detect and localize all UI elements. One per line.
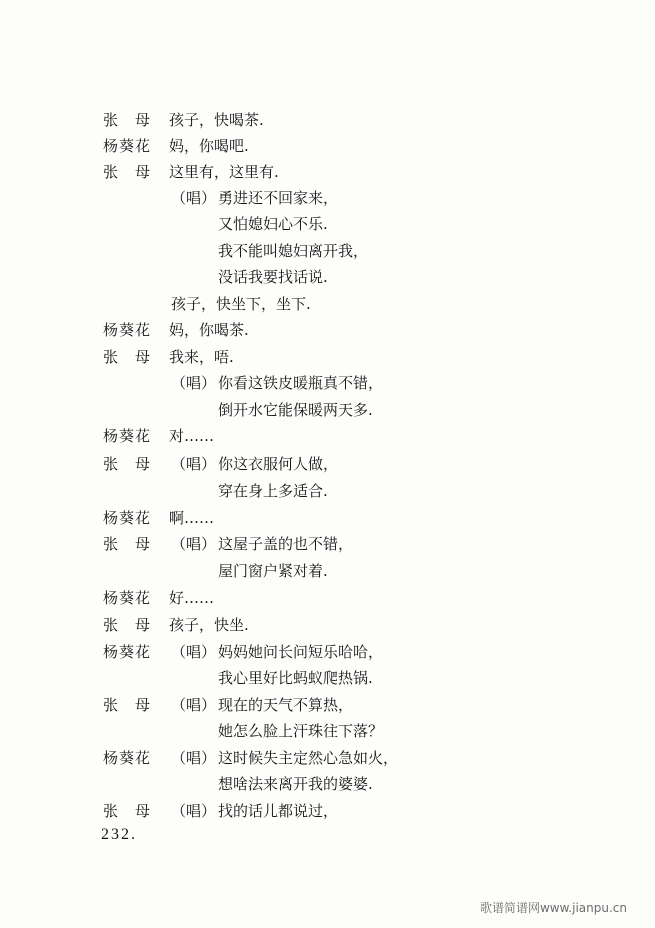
singing-tag: （唱）: [171, 189, 217, 207]
singing-tag: （唱）: [171, 749, 217, 767]
speaker-name: 张 母: [103, 111, 152, 129]
speaker-name: 张 母: [103, 616, 152, 634]
dialogue-text: 好……: [169, 589, 215, 607]
dialogue-text: 孩子，快坐.: [169, 616, 249, 634]
watermark: 歌谱简谱网www.jianpu.cn: [479, 901, 627, 915]
speaker-name: 杨葵花: [103, 137, 152, 155]
dialogue-line: [0, 772, 655, 796]
dialogue-text: 勇进还不回家来，: [218, 189, 339, 207]
dialogue-text: 倒开水它能保暖两天多.: [218, 401, 373, 419]
dialogue-line: [0, 239, 655, 263]
dialogue-text: 啊……: [169, 509, 215, 527]
dialogue-line: [0, 506, 655, 530]
dialogue-text: 我不能叫媳妇离开我，: [218, 242, 369, 260]
dialogue-text: 找的话儿都说过，: [218, 802, 339, 820]
dialogue-text: 屋门窗户紧对着.: [218, 562, 328, 580]
dialogue-text: 我心里好比蚂蚁爬热锅.: [218, 669, 373, 687]
dialogue-line: [0, 371, 655, 395]
dialogue-line: [0, 640, 655, 664]
speaker-name: 杨葵花: [103, 321, 152, 339]
speaker-name: 杨葵花: [103, 589, 152, 607]
singing-tag: （唱）: [171, 455, 217, 473]
dialogue-text: 现在的天气不算热，: [218, 696, 354, 714]
dialogue-line: [0, 719, 655, 743]
dialogue-line: [0, 212, 655, 236]
dialogue-text: 这时候失主定然心急如火，: [218, 749, 399, 767]
dialogue-line: [0, 586, 655, 610]
dialogue-line: [0, 424, 655, 448]
dialogue-text: 这里有，这里有.: [169, 163, 279, 181]
dialogue-line: [0, 532, 655, 556]
dialogue-line: [0, 693, 655, 717]
dialogue-text: 孩子，快喝茶.: [169, 111, 264, 129]
dialogue-text: 你看这铁皮暖瓶真不错，: [218, 374, 384, 392]
speaker-name: 杨葵花: [103, 509, 152, 527]
dialogue-text: 孩子，快坐下，坐下.: [171, 295, 311, 313]
speaker-name: 张 母: [103, 455, 152, 473]
dialogue-text: 你这衣服何人做，: [218, 455, 339, 473]
dialogue-line: [0, 292, 655, 316]
dialogue-line: [0, 318, 655, 342]
dialogue-line: [0, 265, 655, 289]
dialogue-text: 她怎么脸上汗珠往下落？: [218, 722, 384, 740]
dialogue-line: [0, 613, 655, 637]
singing-tag: （唱）: [171, 643, 217, 661]
singing-tag: （唱）: [171, 802, 217, 820]
speaker-name: 张 母: [103, 696, 152, 714]
dialogue-text: 妈，你喝吧.: [169, 137, 249, 155]
speaker-name: 张 母: [103, 163, 152, 181]
speaker-name: 张 母: [103, 802, 152, 820]
page-number: 232.: [101, 826, 137, 843]
dialogue-line: [0, 186, 655, 210]
dialogue-text: 想啥法来离开我的婆婆.: [218, 775, 373, 793]
dialogue-line: [0, 559, 655, 583]
dialogue-line: [0, 108, 655, 132]
dialogue-line: [0, 799, 655, 823]
dialogue-text: 对……: [169, 427, 215, 445]
dialogue-line: [0, 134, 655, 158]
dialogue-line: [0, 398, 655, 422]
dialogue-text: 这屋子盖的也不错，: [218, 535, 354, 553]
dialogue-line: [0, 746, 655, 770]
dialogue-text: 妈，你喝茶.: [169, 321, 249, 339]
speaker-name: 杨葵花: [103, 643, 152, 661]
dialogue-text: 穿在身上多适合.: [218, 482, 328, 500]
singing-tag: （唱）: [171, 535, 217, 553]
singing-tag: （唱）: [171, 696, 217, 714]
dialogue-text: 又怕媳妇心不乐.: [218, 215, 328, 233]
speaker-name: 杨葵花: [103, 749, 152, 767]
dialogue-line: [0, 452, 655, 476]
speaker-name: 杨葵花: [103, 427, 152, 445]
dialogue-text: 我来，唔.: [169, 348, 234, 366]
speaker-name: 张 母: [103, 348, 152, 366]
dialogue-line: [0, 160, 655, 184]
singing-tag: （唱）: [171, 374, 217, 392]
dialogue-text: 没话我要找话说.: [218, 268, 328, 286]
dialogue-text: 妈妈她问长问短乐哈哈，: [218, 643, 384, 661]
dialogue-line: [0, 479, 655, 503]
dialogue-line: [0, 345, 655, 369]
dialogue-line: [0, 666, 655, 690]
speaker-name: 张 母: [103, 535, 152, 553]
